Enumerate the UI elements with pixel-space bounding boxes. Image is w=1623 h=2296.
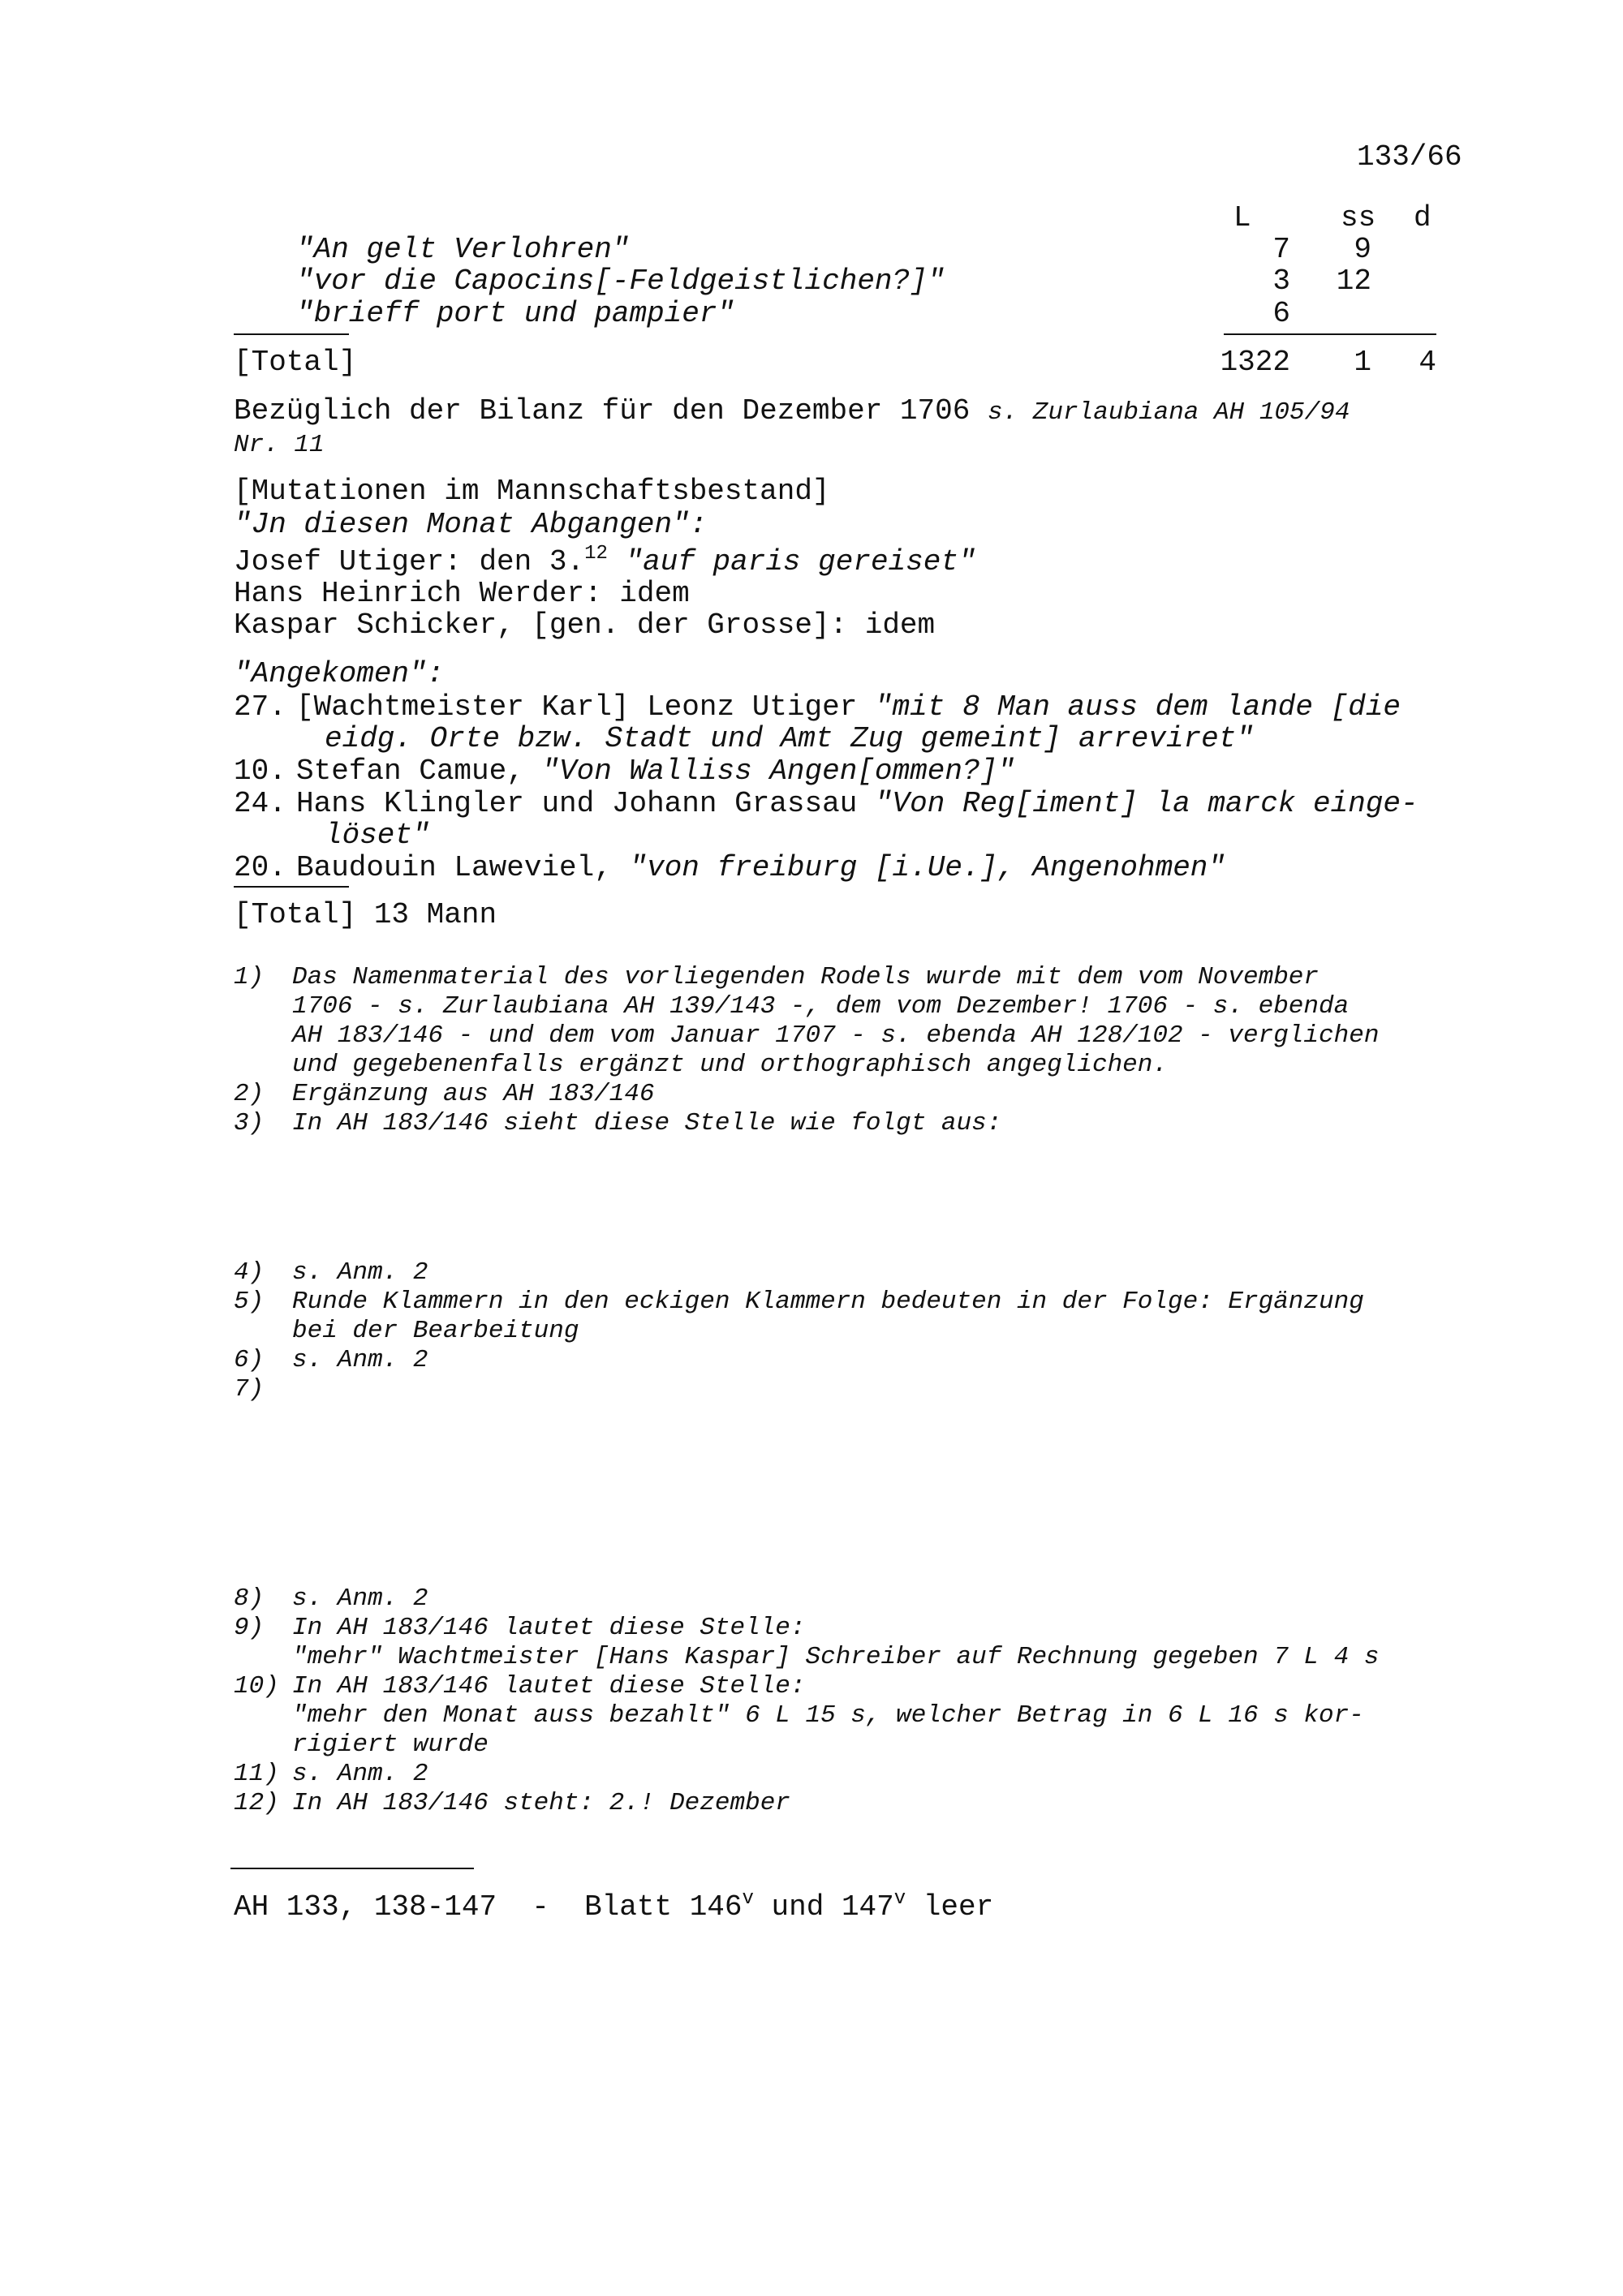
arrived-name: Baudouin Laweviel, [296, 851, 612, 884]
arrived-name: Stefan Camue, [296, 755, 524, 788]
footnote-number: 5) [234, 1288, 265, 1316]
account-ss-value: 9 [1354, 233, 1371, 266]
verso-mark: v [893, 1888, 906, 1910]
footnote-line: s. Anm. 2 [292, 1760, 428, 1788]
footnote-line: In AH 183/146 lautet diese Stelle: [292, 1614, 806, 1642]
arrived-day: 10. [234, 755, 286, 788]
arrived-quote: "mit 8 Man auss dem lande [die [874, 690, 1401, 724]
footnote-line: s. Anm. 2 [292, 1258, 428, 1287]
verso-mark: v [742, 1888, 754, 1910]
arrived-day: 27. [234, 690, 286, 724]
mutations-heading: [Mutationen im Mannschaftsbestand] [234, 475, 830, 508]
footnote-number: 11) [234, 1760, 279, 1788]
footnote-number: 1) [234, 963, 265, 991]
footnote-line: In AH 183/146 sieht diese Stelle wie folgt aus: [292, 1109, 1002, 1137]
footer-rule [230, 1868, 474, 1869]
col-header-l: L [1233, 201, 1251, 234]
mutations-total: [Total] 13 Mann [234, 898, 497, 931]
footnote-line: "mehr den Monat auss bezahlt" 6 L 15 s, welcher Betrag in 6 L 16 s kor- [292, 1701, 1364, 1730]
account-l-value: 3 [1272, 264, 1290, 298]
footnote-line: Runde Klammern in den eckigen Klammern bedeuten in der Folge: Ergänzung [292, 1288, 1364, 1316]
left-short-rule [234, 333, 349, 335]
page-number: 133/66 [1357, 140, 1462, 174]
arrived-text [296, 755, 1015, 788]
arrived-heading: "Angekomen": [234, 657, 445, 690]
footnote-line: s. Anm. 2 [292, 1346, 428, 1374]
arrived-quote-cont: eidg. Orte bzw. Stadt und Amt Zug gemeint] arreviret" [325, 722, 1254, 755]
account-total-l: 1322 [1220, 346, 1290, 379]
arrived-day: 24. [234, 787, 286, 820]
balance-note [234, 395, 1350, 429]
footer-prefix: AH 133, 138-147 - Blatt 146 [234, 1890, 743, 1924]
departed-entry-name: Josef Utiger: den 3. [234, 545, 585, 578]
footnote-line: und gegebenenfalls ergänzt und orthographisch angeglichen. [292, 1051, 1168, 1079]
footer-text [234, 1888, 994, 1924]
arrived-quote: "von freiburg [i.Ue.], Angenohmen" [629, 851, 1226, 884]
departed-entry: Kaspar Schicker, [gen. der Grosse]: idem [234, 608, 936, 642]
footnote-number: 9) [234, 1614, 265, 1642]
footnote-number: 10) [234, 1672, 279, 1701]
arrived-text [296, 788, 1419, 820]
arrived-name: [Wachtmeister Karl] Leonz Utiger [296, 690, 858, 724]
footnote-number: 8) [234, 1584, 265, 1613]
section-rule [234, 886, 349, 888]
arrived-text [296, 852, 1225, 884]
footer-suffix: leer [906, 1890, 994, 1924]
footnote-number: 12) [234, 1789, 279, 1817]
departed-heading: "Jn diesen Monat Abgangen": [234, 508, 708, 541]
arrived-quote: "Von Walliss Angen[ommen?]" [541, 755, 1015, 788]
col-header-ss: ss [1341, 201, 1376, 234]
footnote-ref: 12 [584, 543, 608, 565]
footnote-line: "mehr" Wachtmeister [Hans Kaspar] Schreiber auf Rechnung gegeben 7 L 4 s [292, 1643, 1380, 1671]
balance-note-ref2: Nr. 11 [234, 431, 325, 459]
footnote-line: 1706 - s. Zurlaubiana AH 139/143 -, dem vom Dezember! 1706 - s. ebenda [292, 992, 1350, 1021]
footnote-line: bei der Bearbeitung [292, 1317, 579, 1345]
account-l-value: 6 [1272, 297, 1290, 330]
arrived-quote: "Von Reg[iment] la marck einge- [874, 787, 1419, 820]
account-total-label: [Total] [234, 346, 357, 379]
footnote-number: 3) [234, 1109, 265, 1137]
arrived-quote-cont: löset" [325, 819, 430, 852]
account-ss-value: 12 [1336, 264, 1371, 298]
footnote-line: AH 183/146 - und dem vom Januar 1707 - s. ebenda AH 128/102 - verglichen [292, 1021, 1380, 1050]
departed-entry-quote: "auf paris gereiset" [625, 545, 976, 578]
footnote-line: In AH 183/146 steht: 2.! Dezember [292, 1789, 790, 1817]
footer-mid: und 147 [753, 1890, 894, 1924]
arrived-text [296, 691, 1401, 724]
footnote-line: s. Anm. 2 [292, 1584, 428, 1613]
footnote-line: In AH 183/146 lautet diese Stelle: [292, 1672, 806, 1701]
footnote-line: rigiert wurde [292, 1731, 489, 1759]
footnote-line: Das Namenmaterial des vorliegenden Rodels wurde mit dem vom November [292, 963, 1319, 991]
arrived-name: Hans Klingler und Johann Grassau [296, 787, 858, 820]
account-label: "vor die Capocins[-Feldgeistlichen?]" [296, 264, 945, 298]
account-l-value: 7 [1272, 233, 1290, 266]
footnote-number: 2) [234, 1080, 265, 1108]
departed-entry: Hans Heinrich Werder: idem [234, 577, 690, 610]
account-total-d: 4 [1419, 346, 1436, 379]
sum-rule [1224, 333, 1436, 335]
arrived-day: 20. [234, 851, 286, 884]
footnote-number: 6) [234, 1346, 265, 1374]
balance-note-ref: s. Zurlaubiana AH 105/94 [987, 398, 1350, 427]
footnote-line: Ergänzung aus AH 183/146 [292, 1080, 655, 1108]
footnote-number: 4) [234, 1258, 265, 1287]
balance-note-text: Bezüglich der Bilanz für den Dezember 1706 [234, 394, 971, 428]
account-label: "An gelt Verlohren" [296, 233, 630, 266]
departed-entry [234, 543, 976, 578]
col-header-d: d [1414, 201, 1431, 234]
account-label: "brieff port und pampier" [296, 297, 735, 330]
footnote-number: 7) [234, 1375, 265, 1404]
account-total-ss: 1 [1354, 346, 1371, 379]
